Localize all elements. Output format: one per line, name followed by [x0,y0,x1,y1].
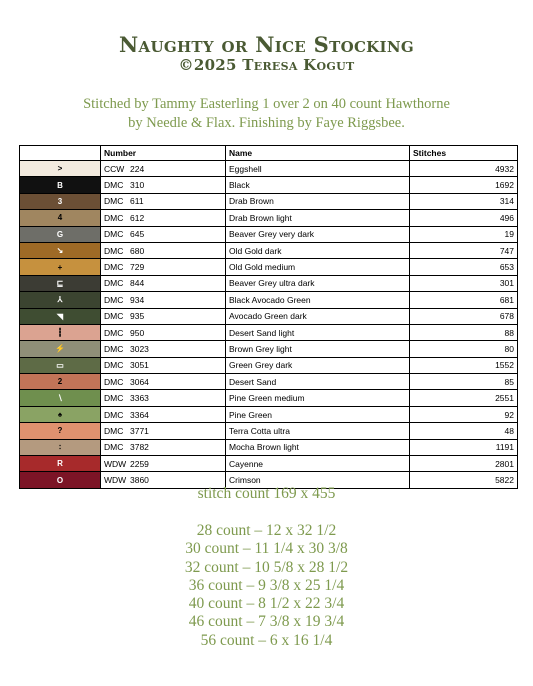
header-symbol [20,146,101,161]
floss-number [101,275,226,291]
color-swatch-symbol: G [20,226,101,242]
floss-brand: CCW [104,163,125,174]
floss-code: 935 [130,311,145,322]
header-name: Name [226,146,410,161]
floss-code: 950 [130,327,145,338]
stitch-count-cell: 19 [410,226,518,242]
floss-number [101,406,226,422]
floss-name: Cayenne [226,456,410,472]
floss-brand: DMC [104,229,124,240]
floss-brand: DMC [104,327,124,338]
color-swatch-symbol: 2 [20,374,101,390]
table-row [20,177,518,193]
table-row [20,292,518,308]
floss-name: Mocha Brown light [226,439,410,455]
stitch-count-cell: 678 [410,308,518,324]
table-row [20,226,518,242]
copyright-line: ©2025 Teresa Kogut [178,56,355,74]
floss-code: 3364 [130,409,149,420]
floss-brand: DMC [104,376,124,387]
color-swatch-symbol: ⅄ [20,292,101,308]
stitch-count-cell: 314 [410,193,518,209]
floss-name: Avocado Green dark [226,308,410,324]
stitch-count-cell: 2551 [410,390,518,406]
color-swatch-symbol: > [20,161,101,177]
floss-code: 612 [130,212,145,223]
floss-name: Crimson [226,472,410,488]
floss-brand: DMC [104,393,124,404]
floss-brand: DMC [104,294,124,305]
floss-number [101,390,226,406]
floss-number [101,292,226,308]
table-row [20,357,518,373]
floss-brand: DMC [104,311,124,322]
floss-brand: WDW [104,475,127,486]
table-row [20,324,518,340]
floss-name: Brown Grey light [226,341,410,357]
table-row [20,390,518,406]
color-swatch-symbol: ⊑ [20,275,101,291]
credit-line-1: Stitched by Tammy Easterling 1 over 2 on 40 count Hawthorne [83,96,450,112]
floss-name: Desert Sand [226,374,410,390]
floss-brand: DMC [104,262,124,273]
stitch-count-cell: 4932 [410,161,518,177]
table-row [20,406,518,422]
color-swatch-symbol: ♠ [20,406,101,422]
floss-name: Drab Brown light [226,210,410,226]
finished-size-line: 40 count – 8 1/2 x 22 3/4 [188,595,345,613]
stitch-count-cell: 496 [410,210,518,226]
floss-brand: DMC [104,212,124,223]
floss-number [101,357,226,373]
floss-number [101,242,226,258]
floss-name: Terra Cotta ultra [226,423,410,439]
floss-number [101,210,226,226]
table-header-row [20,146,518,161]
page-title: Naughty or Nice Stocking [119,32,414,57]
table-row [20,456,518,472]
floss-code: 611 [130,196,144,207]
floss-brand: DMC [104,196,124,207]
floss-code: 3782 [130,442,149,453]
table-row [20,193,518,209]
color-swatch-symbol: ↘ [20,242,101,258]
stitch-count-cell: 301 [410,275,518,291]
finished-size-line: 30 count – 11 1/4 x 30 3/8 [185,540,348,558]
floss-name: Pine Green medium [226,390,410,406]
table-row [20,210,518,226]
floss-number [101,423,226,439]
color-swatch-symbol: ┇ [20,324,101,340]
stitch-count-cell: 92 [410,406,518,422]
floss-code: 2259 [130,458,149,469]
stitch-count-cell: 85 [410,374,518,390]
floss-code: 844 [130,278,145,289]
color-swatch-symbol: ⚡ [20,341,101,357]
floss-name: Green Grey dark [226,357,410,373]
stitch-count-cell: 48 [410,423,518,439]
finished-size-line: 56 count – 6 x 16 1/4 [200,631,333,649]
table-row [20,161,518,177]
floss-code: 3860 [130,475,149,486]
floss-code: 645 [130,229,145,240]
floss-code: 3363 [130,393,149,404]
table-body [20,161,518,489]
floss-number [101,439,226,455]
floss-name: Black Avocado Green [226,292,410,308]
table-row [20,374,518,390]
finished-size-list [0,522,533,650]
stitch-count-cell: 653 [410,259,518,275]
credit-line-2: by Needle & Flax. Finishing by Faye Riggsbee. [128,115,405,131]
floss-number [101,341,226,357]
stitch-count-cell: 681 [410,292,518,308]
floss-name: Beaver Grey very dark [226,226,410,242]
table-row [20,439,518,455]
floss-name: Black [226,177,410,193]
floss-code: 3051 [130,360,149,371]
floss-code: 934 [130,294,145,305]
floss-code: 680 [130,245,145,256]
floss-number [101,456,226,472]
floss-brand: DMC [104,360,124,371]
floss-name: Old Gold dark [226,242,410,258]
finished-size-line: 28 count – 12 x 32 1/2 [196,522,337,539]
table-row [20,275,518,291]
table-row [20,341,518,357]
floss-number [101,324,226,340]
floss-name: Old Gold medium [226,259,410,275]
color-swatch-symbol: ∖ [20,390,101,406]
stitch-count-cell: 88 [410,324,518,340]
floss-number [101,193,226,209]
floss-name: Beaver Grey ultra dark [226,275,410,291]
stitch-count-cell: 1692 [410,177,518,193]
floss-number [101,308,226,324]
finished-size-line: 36 count – 9 3/8 x 25 1/4 [188,576,345,594]
table-row [20,242,518,258]
floss-code: 3064 [130,376,149,387]
table-row [20,423,518,439]
floss-code: 3771 [130,425,149,436]
header-stitches: Stitches [410,146,518,161]
stitch-count-cell: 5822 [410,472,518,488]
color-swatch-symbol: ∶ [20,439,101,455]
stitch-count-cell: 80 [410,341,518,357]
floss-code: 310 [130,180,145,191]
floss-number [101,374,226,390]
color-swatch-symbol: O [20,472,101,488]
stitch-count-cell: 1552 [410,357,518,373]
stitch-count: stitch count 169 x 455 [197,485,336,502]
floss-code: 3023 [130,343,149,354]
floss-brand: WDW [104,458,127,469]
floss-legend-table [19,145,518,489]
color-swatch-symbol: R [20,456,101,472]
floss-name: Drab Brown [226,193,410,209]
floss-number [101,161,226,177]
floss-brand: DMC [104,245,124,256]
floss-brand: DMC [104,409,124,420]
color-swatch-symbol: 3 [20,193,101,209]
color-swatch-symbol: 4 [20,210,101,226]
table-row [20,308,518,324]
floss-number [101,177,226,193]
color-swatch-symbol: ? [20,423,101,439]
stitch-count-cell: 747 [410,242,518,258]
header-number: Number [101,146,226,161]
floss-brand: DMC [104,278,124,289]
color-swatch-symbol: B [20,177,101,193]
floss-brand: DMC [104,180,124,191]
floss-name: Eggshell [226,161,410,177]
floss-code: 224 [130,163,145,174]
floss-name: Desert Sand light [226,324,410,340]
floss-number [101,226,226,242]
floss-name: Pine Green [226,406,410,422]
table-row [20,259,518,275]
floss-code: 729 [130,262,145,273]
stitch-count-cell: 2801 [410,456,518,472]
floss-brand: DMC [104,425,124,436]
color-swatch-symbol: ▭ [20,357,101,373]
finished-size-line: 46 count – 7 3/8 x 19 3/4 [188,613,345,631]
finished-size-line: 32 count – 10 5/8 x 28 1/2 [184,558,349,576]
color-swatch-symbol: + [20,259,101,275]
floss-brand: DMC [104,343,124,354]
floss-number [101,259,226,275]
floss-brand: DMC [104,442,124,453]
stitch-count-cell: 1191 [410,439,518,455]
color-swatch-symbol: ◥ [20,308,101,324]
